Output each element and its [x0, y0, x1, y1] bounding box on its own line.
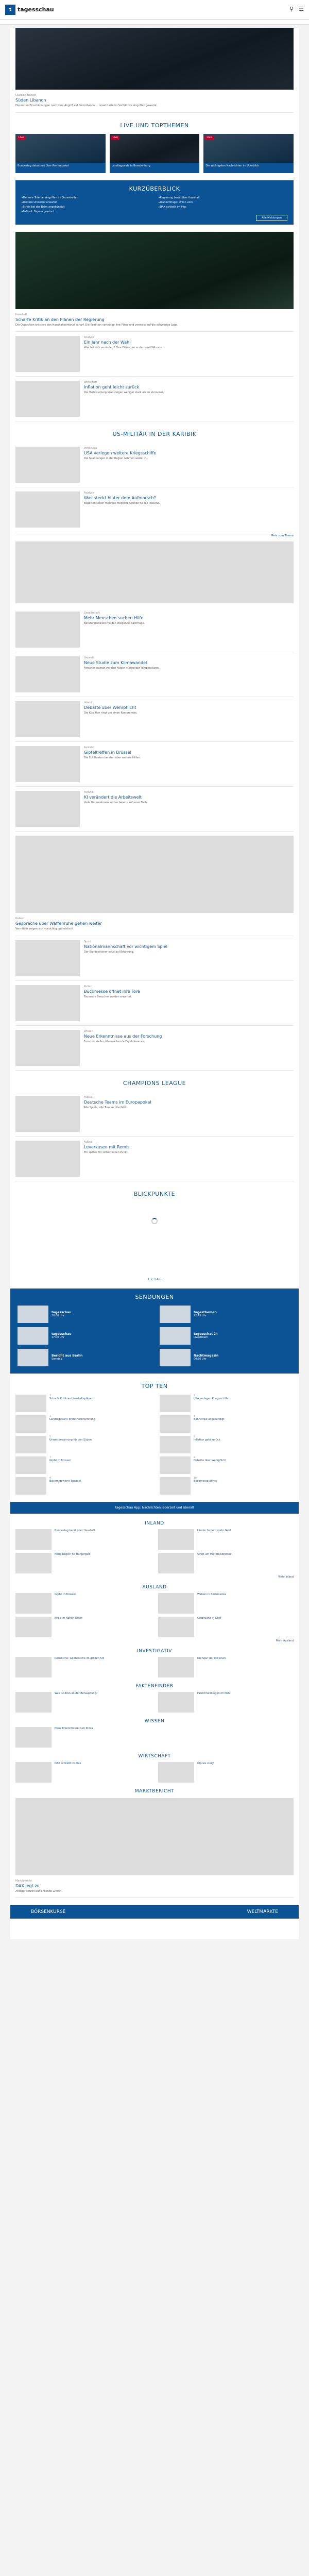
bk-carousel[interactable] [15, 1218, 294, 1275]
teaser-lead: Viele Unternehmen setzen bereits auf neue Tools. [84, 801, 148, 804]
story-lead: Vermittler zeigen sich vorsichtig optimistisch. [15, 927, 74, 930]
teaser-thumb [15, 1141, 80, 1177]
live-caption: Die wichtigsten Nachrichten im Überblick [203, 163, 294, 173]
teaser-lead: Was hat sich verändert? Eine Bilanz der ersten zwölf Monate. [84, 346, 163, 349]
wirtschaft-thumb [15, 1762, 52, 1783]
ausland-item[interactable] [158, 1593, 294, 1614]
ausland-list [15, 1593, 294, 1637]
sendung-item[interactable] [160, 1306, 291, 1323]
teaser-row[interactable] [15, 936, 294, 981]
wirtschaft-title: WIRTSCHAFT [138, 1753, 171, 1759]
teaser-thumb [15, 746, 80, 782]
teaser-headline[interactable]: KI verändert die Arbeitswelt [84, 795, 142, 800]
teaser-row[interactable] [15, 443, 294, 487]
live-grid [15, 134, 294, 173]
sendung-name: Nachtmagazin [194, 1354, 219, 1358]
teaser-headline[interactable]: Gipfeltreffen in Brüssel [84, 750, 131, 755]
faktenfinder-thumb [15, 1692, 52, 1713]
story-image[interactable] [15, 232, 294, 309]
teaser-thumb [15, 1030, 80, 1066]
topten-rank: 9 [49, 1477, 51, 1480]
ausland-text: Wahlen in Südamerika [197, 1592, 227, 1596]
topten-thumb [160, 1477, 191, 1495]
topten-item[interactable] [15, 1436, 149, 1453]
teaser-topline: Wissen [84, 1029, 93, 1033]
usmil-more-link[interactable]: Mehr zum Thema [271, 534, 294, 537]
faktenfinder-text: Was ist dran an der Behauptung? [55, 1691, 98, 1695]
topten-title: TOP TEN [141, 1382, 168, 1389]
topten-text: Bahnstreik angekündigt [194, 1417, 225, 1421]
topten-text: Buchmesse öffnet [194, 1479, 217, 1483]
sendung-name: tagesschau [52, 1332, 72, 1336]
kurz-more-button[interactable]: Alle Meldungen [256, 215, 287, 221]
teaser-lead: Die Koalition ringt um einen Kompromiss. [84, 711, 138, 715]
live-thumb [110, 134, 200, 163]
teaser-thumb [15, 985, 80, 1021]
teaser-lead: Forscher warnen vor den Folgen steigender Temperaturen. [84, 667, 160, 670]
teaser-row[interactable] [15, 332, 294, 377]
topten-thumb [15, 1456, 46, 1474]
story-lead: Die Opposition kritisiert den Haushaltsentwurf scharf. Die Koalition verteidigt ihre Pläne und verweist auf die schwierige Lage. [15, 323, 178, 327]
topten-thumb [160, 1456, 191, 1474]
topten-text: Scharfe Kritik an Haushaltsplänen [49, 1397, 93, 1400]
teaser-thumb [15, 612, 80, 648]
teaser-lead: Der Bundestrainer setzt auf Erfahrung. [84, 950, 134, 954]
investigativ-text: Recherche: Geldwäsche im großen Stil [55, 1656, 105, 1660]
topten-text: Bayern gewinnt Topspiel [49, 1479, 81, 1483]
teaser-lead: Die Verbraucherpreise steigen weniger stark als im Vormonat. [84, 391, 164, 394]
teaser-headline[interactable]: Nationalmannschaft vor wichtigem Spiel [84, 944, 167, 949]
topten-text: Inflation geht zurück [194, 1438, 220, 1442]
kurz-item[interactable]: ▸ Mehrere Tote bei Angriffen im Gazastreifen [22, 196, 150, 199]
teaser-thumb [15, 336, 80, 372]
topten-item[interactable] [160, 1436, 294, 1453]
live-badge: Live [17, 135, 25, 140]
ausland-title: AUSLAND [142, 1584, 167, 1590]
sendungen-box [10, 1289, 299, 1374]
faktenfinder-item[interactable] [158, 1692, 294, 1713]
topten-rank: 7 [49, 1456, 51, 1459]
story-teaser[interactable] [15, 309, 294, 332]
teaser-row[interactable] [15, 607, 294, 652]
live-item[interactable] [15, 134, 106, 173]
markt-image[interactable] [15, 1798, 294, 1875]
topten-text: Debatte über Wehrpflicht [194, 1459, 227, 1462]
sendung-sub: Livestream [194, 1336, 208, 1339]
teaser-topline: Kultur [84, 985, 92, 988]
ausland-thumb [158, 1617, 194, 1637]
sendungen-title: SENDUNGEN [135, 1293, 174, 1300]
sendung-item[interactable] [160, 1349, 291, 1366]
teaser-row[interactable] [15, 487, 294, 532]
sendung-sub: Sonntag [52, 1358, 62, 1361]
teaser-topline: Analyse [84, 492, 94, 495]
markt-lead: Anleger setzen auf sinkende Zinsen. [15, 1889, 63, 1893]
story-headline[interactable]: Scharfe Kritik an den Plänen der Regierung [15, 317, 105, 322]
sendung-item[interactable] [18, 1306, 149, 1323]
teaser-thumb [15, 656, 80, 692]
sendung-item[interactable] [18, 1327, 149, 1345]
sendung-thumb [18, 1306, 48, 1323]
hero-headline[interactable]: Süden Libanon [15, 98, 46, 103]
ausland-item[interactable] [15, 1593, 151, 1614]
ausland-more-link[interactable]: Mehr Ausland [276, 1639, 294, 1642]
markt-teaser[interactable] [15, 1875, 294, 1899]
topten-rank: 5 [49, 1435, 51, 1438]
inland-text: Länder fordern mehr Geld [197, 1529, 231, 1532]
ausland-text: Gipfel in Brüssel [55, 1592, 76, 1596]
wirtschaft-text: DAX schließt im Plus [55, 1761, 81, 1765]
pager[interactable]: 1 2 3 4 5 [147, 1277, 162, 1281]
teaser-lead: Die EU-Staaten beraten über weitere Hilfen. [84, 756, 141, 759]
ausland-item[interactable] [158, 1617, 294, 1637]
live-item[interactable] [110, 134, 200, 173]
sendung-item[interactable] [18, 1349, 149, 1366]
investigativ-text: Die Spur der Millionen [197, 1656, 226, 1660]
live-section-title: LIVE UND TOPTHEMEN [120, 122, 189, 129]
inland-title: INLAND [145, 1520, 164, 1526]
teaser-headline[interactable]: Buchmesse öffnet ihre Tore [84, 989, 140, 994]
teaser-thumb [15, 492, 80, 528]
teaser-topline: Umwelt [84, 656, 94, 659]
inland-item[interactable] [15, 1553, 151, 1573]
teaser-topline: Ausland [84, 746, 94, 749]
sendung-item[interactable] [160, 1327, 291, 1345]
kurz-item[interactable]: ▸ DAX schließt im Plus [159, 206, 287, 209]
topten-item[interactable] [160, 1415, 294, 1433]
hero-lead: Die ersten Einschätzungen nach dem Angriff auf Süd-Libanon ... Israel hatte im Vorfeld vor Angriffen gewarnt. [15, 104, 158, 107]
teaser-topline: Fußball [84, 1140, 93, 1144]
live-thumb [203, 134, 294, 163]
logo-icon: t [5, 5, 15, 15]
sendung-sub: 22:15 Uhr [194, 1314, 207, 1317]
live-badge: Live [111, 135, 119, 140]
inland-more-link[interactable]: Mehr Inland [278, 1575, 294, 1579]
inland-list [15, 1529, 294, 1573]
teaser-headline[interactable]: USA verlegen weitere Kriegsschiffe [84, 451, 157, 455]
bk-section-title: BLICKPUNKTE [133, 1190, 176, 1197]
wirtschaft-item[interactable] [158, 1762, 294, 1783]
kurz-item[interactable]: ▸ Wahlumfrage: Union vorn [159, 201, 287, 204]
wissen-title: WISSEN [144, 1718, 165, 1724]
faktenfinder-list [15, 1692, 294, 1713]
story-image[interactable] [15, 836, 294, 913]
live-caption: Landtagswahl in Brandenburg [110, 163, 200, 173]
wirtschaft-thumb [158, 1762, 194, 1783]
teaser-thumb [15, 447, 80, 483]
sendung-sub: 17:00 Uhr [52, 1336, 64, 1339]
topten-list [15, 1395, 294, 1495]
teaser-lead: Tausende Besucher werden erwartet. [84, 995, 132, 998]
inland-item[interactable] [158, 1529, 294, 1550]
teaser-topline: Analyse [84, 336, 94, 339]
site-header [0, 0, 309, 20]
kurz-list [22, 196, 287, 213]
teaser-row[interactable] [15, 1092, 294, 1137]
teaser-topline: Fußball [84, 1095, 93, 1099]
ausland-item[interactable] [15, 1617, 151, 1637]
ausland-thumb [15, 1617, 52, 1637]
kurz-item[interactable]: ▸ Weitere Unwetter erwartet [22, 201, 150, 204]
investigativ-item[interactable] [158, 1657, 294, 1677]
hero-teaser[interactable] [15, 90, 294, 113]
sendung-name: tagesschau24 [194, 1332, 218, 1336]
topten-rank: 1 [49, 1394, 51, 1397]
kurz-item[interactable]: ▸ Streik bei der Bahn angekündigt [22, 206, 150, 209]
faktenfinder-text: Falschmeldungen im Netz [197, 1691, 231, 1695]
wissen-list [15, 1727, 294, 1748]
topten-item[interactable] [160, 1456, 294, 1474]
topten-rank: 3 [49, 1415, 51, 1418]
main-content [10, 28, 299, 1939]
topten-thumb [15, 1436, 46, 1453]
topten-item[interactable] [15, 1395, 149, 1412]
inland-text: Streit um Mietpreisbremse [197, 1552, 232, 1556]
logo-text: tagesschau [18, 6, 54, 13]
ausland-thumb [158, 1593, 194, 1614]
teaser-row[interactable] [15, 1137, 294, 1181]
markt-title: MARKTBERICHT [134, 1788, 175, 1794]
menu-icon[interactable]: ☰ [299, 6, 304, 12]
wissen-text: Neue Erkenntnisse zum Klima [55, 1726, 93, 1730]
investigativ-thumb [15, 1657, 52, 1677]
sendung-name: tagesschau [52, 1311, 72, 1314]
ausland-text: Krise im Nahen Osten [55, 1616, 83, 1620]
hero-image[interactable] [15, 28, 294, 90]
topten-thumb [15, 1395, 46, 1412]
teaser-row[interactable] [15, 697, 294, 742]
topten-text: Unwetterwarnung für den Süden [49, 1438, 92, 1442]
weltmaerkte-link[interactable]: WELTMÄRKTE [247, 1909, 278, 1914]
story-teaser[interactable] [15, 913, 294, 936]
teaser-lead: Forscher stellen überraschende Ergebnisse vor. [84, 1040, 145, 1043]
inland-text: Neue Regeln für Bürgergeld [55, 1552, 91, 1556]
teaser-headline[interactable]: Inflation geht leicht zurück [84, 385, 140, 389]
teaser-lead: Alle Spiele, alle Tore im Überblick. [84, 1106, 128, 1109]
topten-text: Landtagswahl: Erste Hochrechnung [49, 1417, 95, 1421]
teaser-lead: Die Spannungen in der Region nehmen weiter zu. [84, 457, 148, 460]
sendung-sub: 00:30 Uhr [194, 1358, 207, 1361]
ausland-text: Gespräche in Genf [197, 1616, 221, 1620]
sendung-name: tagesthemen [194, 1311, 217, 1314]
inland-item[interactable] [15, 1529, 151, 1550]
wirtschaft-item[interactable] [15, 1762, 151, 1783]
topten-item[interactable] [15, 1456, 149, 1474]
inland-thumb [158, 1553, 194, 1573]
wissen-item[interactable] [15, 1727, 151, 1748]
teaser-headline[interactable]: Deutsche Teams im Europapokal [84, 1099, 151, 1105]
teaser-thumb [15, 791, 80, 827]
teaser-thumb [15, 940, 80, 976]
investigativ-thumb [158, 1657, 194, 1677]
teaser-headline[interactable]: Leverkusen mit Remis [84, 1144, 130, 1149]
usmil-section-title: US-MILITÄR IN DER KARIBIK [112, 431, 197, 437]
cl-section-title: CHAMPIONS LEAGUE [123, 1079, 186, 1087]
hero-topline: Liveblog Nahost [15, 94, 37, 97]
kurz-box [15, 180, 294, 225]
topten-item[interactable] [160, 1395, 294, 1412]
topten-rank: 4 [194, 1415, 195, 1418]
investigativ-list [15, 1657, 294, 1677]
teaser-headline[interactable]: Neue Studie zum Klimawandel [84, 660, 147, 665]
faktenfinder-thumb [158, 1692, 194, 1713]
story-topline: Nahost [15, 917, 25, 920]
teaser-row[interactable] [15, 652, 294, 697]
story-topline: Haushalt [15, 313, 27, 316]
teaser-thumb [15, 381, 80, 417]
topten-thumb [160, 1436, 191, 1453]
faktenfinder-item[interactable] [15, 1692, 151, 1713]
teaser-row[interactable] [15, 742, 294, 787]
sub-nav [0, 20, 309, 25]
sendung-thumb [18, 1349, 48, 1366]
teaser-topline: Inland [84, 701, 92, 704]
inland-thumb [158, 1529, 194, 1550]
inland-text: Bundestag berät über Haushalt [55, 1529, 95, 1532]
site-logo[interactable] [5, 5, 54, 15]
topten-item[interactable] [15, 1415, 149, 1433]
boersenkurse-link[interactable]: BÖRSENKURSE [31, 1909, 66, 1914]
teaser-topline: Sport [84, 940, 91, 943]
app-banner[interactable]: tagesschau App: Nachrichten jederzeit und überall [10, 1502, 299, 1514]
topten-item[interactable] [160, 1477, 294, 1495]
loading-spinner-icon [151, 1218, 158, 1224]
inland-thumb [15, 1529, 52, 1550]
teaser-lead: Ein spätes Tor sichert einen Punkt. [84, 1150, 129, 1154]
topten-thumb [15, 1415, 46, 1433]
topten-thumb [160, 1415, 191, 1433]
wirtschaft-list [15, 1762, 294, 1783]
kurz-item[interactable]: ▸ Fußball: Bayern gewinnt [22, 210, 150, 213]
teaser-headline[interactable]: Neue Erkenntnisse aus der Forschung [84, 1033, 162, 1039]
search-icon[interactable]: ⚲ [289, 6, 294, 12]
live-thumb [15, 134, 106, 163]
teaser-headline[interactable]: Was steckt hinter dem Aufmarsch? [84, 496, 156, 500]
inland-item[interactable] [158, 1553, 294, 1573]
topten-text: USA verlegen Kriegsschiffe [194, 1397, 229, 1400]
investigativ-item[interactable] [15, 1657, 151, 1677]
live-item[interactable] [203, 134, 294, 173]
topten-text: Gipfel in Brüssel [49, 1459, 71, 1462]
story-headline[interactable]: Gespräche über Waffenruhe gehen weiter [15, 921, 102, 926]
topten-item[interactable] [15, 1477, 149, 1495]
sendung-thumb [18, 1327, 48, 1345]
topten-rank: 6 [194, 1435, 195, 1438]
ausland-thumb [15, 1593, 52, 1614]
teaser-headline[interactable]: Mehr Menschen suchen Hilfe [84, 616, 144, 620]
live-caption: Bundestag debattiert über Rentenpaket [15, 163, 106, 173]
teaser-row[interactable] [15, 377, 294, 421]
markets-footer [10, 1905, 299, 1919]
kurz-item[interactable]: ▸ Regierung berät über Haushalt [159, 196, 287, 199]
teaser-topline: Gesellschaft [84, 612, 100, 615]
inland-thumb [15, 1553, 52, 1573]
faktenfinder-title: FAKTENFINDER [135, 1683, 174, 1689]
live-badge: Live [205, 135, 213, 140]
sendung-thumb [160, 1306, 191, 1323]
wissen-thumb [15, 1727, 52, 1748]
teaser-row[interactable] [15, 1026, 294, 1071]
teaser-topline: Venezuela [84, 447, 97, 450]
investigativ-title: INVESTIGATIV [137, 1648, 172, 1654]
teaser-lead: Experten sehen mehrere mögliche Gründe für die Präsenz. [84, 502, 160, 505]
topten-thumb [160, 1395, 191, 1412]
topten-thumb [15, 1477, 46, 1495]
teaser-thumb [15, 701, 80, 737]
wirtschaft-text: Ölpreis steigt [197, 1761, 215, 1765]
sendung-name: Bericht aus Berlin [52, 1354, 83, 1358]
teaser-topline: Technik [84, 791, 94, 794]
topten-rank: 10 [194, 1477, 197, 1480]
teaser-headline[interactable]: Debatte über Wehrpflicht [84, 705, 136, 710]
teaser-thumb [15, 1096, 80, 1132]
teaser-topline: Wirtschaft [84, 381, 97, 384]
sendung-thumb [160, 1349, 191, 1366]
ad-placeholder [15, 541, 294, 603]
topten-rank: 2 [194, 1394, 195, 1397]
markt-headline[interactable]: DAX legt zu [15, 1883, 40, 1888]
teaser-lead: Beratungsstellen melden steigende Nachfrage. [84, 622, 145, 625]
teaser-headline[interactable]: Ein Jahr nach der Wahl [84, 340, 131, 345]
teaser-row[interactable] [15, 981, 294, 1026]
teaser-row[interactable] [15, 787, 294, 832]
kurz-title: KURZÜBERBLICK [129, 185, 180, 192]
sendung-thumb [160, 1327, 191, 1345]
topten-rank: 8 [194, 1456, 195, 1459]
markt-topline: Marktbericht [15, 1879, 32, 1883]
sendung-sub: 20:00 Uhr [52, 1314, 64, 1317]
